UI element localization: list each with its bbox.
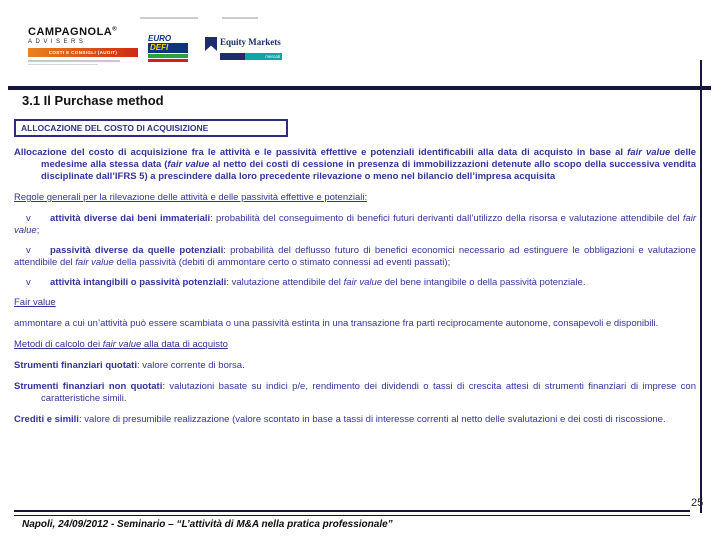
footer-caption: Napoli, 24/09/2012 - Seminario – “L’attività di M&A nella pratica professionale” bbox=[22, 519, 393, 530]
campagnola-tagline-bar: COSTI E CONSIGLI (AUDIT) bbox=[28, 48, 138, 57]
bullet-marker-icon: v bbox=[26, 245, 31, 256]
bullet-item-passivita-diverse bbox=[14, 245, 696, 269]
bullet-marker-icon: v bbox=[26, 213, 31, 224]
page-title: 3.1 Il Purchase method bbox=[22, 93, 164, 108]
para-strumenti-non-quotati: Strumenti finanziari non quotati: valutazioni basate su indici p/e, rendimento dei dividendi o tassi di crescita attesi di strumenti finanziari di imprese con caratteristiche simili. bbox=[14, 381, 697, 404]
campagnola-subtitle: ADVISERS bbox=[28, 39, 87, 45]
heading-regole-generali: Regole generali per la rilevazione delle attività e delle passività effettive e potenziali: bbox=[14, 192, 368, 203]
footer-rule bbox=[14, 510, 690, 516]
campagnola-wordmark: CAMPAGNOLA bbox=[28, 26, 113, 38]
section-box: ALLOCAZIONE DEL COSTO DI ACQUISIZIONE bbox=[14, 119, 288, 137]
eurodefi-green-stripe bbox=[148, 54, 188, 58]
intro-paragraph: Allocazione del costo di acquisizione fra le attività e le passività effettive e potenziali identificabili alla data di acquisto in base al fair value delle medesime alla stessa data (fair value al netto dei costi di cessione in presenza di immobilizzazioni detenute allo scopo della successiva vendita disciplinate dall’IFRS 5) a prescindere dalla loro precedente rilevazione o meno nel bilancio dell’impresa acquisita bbox=[14, 147, 697, 182]
para-crediti-e-simili: Crediti e simili: valore di presumibile realizzazione (valore scontato in base a tassi di interesse correnti al netto delle svalutazioni e dei costi di riscossione. bbox=[14, 414, 666, 425]
eurodefi-logo bbox=[148, 34, 188, 62]
page-number: 25 bbox=[691, 497, 704, 509]
fair-value-definition: ammontare a cui un’attività può essere scambiata o una passività estinta in una transazione fra parti reciprocamente autonome, consapevoli e disponibili. bbox=[14, 318, 659, 329]
bullet-item-attivita-intangibili bbox=[14, 277, 696, 289]
eurodefi-defi-label: DEFI bbox=[148, 43, 188, 53]
equity-markets-logo bbox=[205, 37, 282, 60]
bullet-marker-icon: v bbox=[26, 277, 31, 288]
eurodefi-red-stripe bbox=[148, 59, 188, 62]
bullet-text: attività diverse dai beni immateriali: probabilità del conseguimento di benefici futuri derivanti dall’utilizzo della risorsa e valutazione attendibile del fair value; bbox=[14, 213, 697, 236]
campagnola-name bbox=[28, 26, 138, 38]
equity-markets-tagline-bar: mercati bbox=[220, 53, 282, 60]
equity-markets-wordmark: Equity Markets bbox=[220, 37, 281, 47]
bullet-text: attività intangibili o passività potenziali: valutazione attendibile del fair value del bene intangibile o della passività potenziale. bbox=[50, 277, 586, 288]
right-border-rule bbox=[700, 60, 702, 513]
heading-fair-value: Fair value bbox=[14, 297, 56, 308]
trademark-symbol: ® bbox=[112, 26, 118, 33]
fine-print-line bbox=[28, 60, 120, 62]
para-strumenti-quotati: Strumenti finanziari quotati: valore corrente di borsa. bbox=[14, 360, 245, 371]
fine-print-line bbox=[140, 17, 198, 19]
heading-metodi-di-calcolo: Metodi di calcolo dei fair value alla data di acquisto bbox=[14, 339, 228, 350]
bullet-text: passività diverse da quelle potenziali: probabilità del deflusso futuro di benefici economici necessario ad estinguere le obbligazioni e valutazione attendibile del fair value della passività (debiti di ammontare certo o stimato connessi ad eventi passati); bbox=[14, 245, 696, 268]
eurodefi-euro-label: EURO bbox=[148, 34, 172, 43]
slide-body bbox=[14, 147, 696, 435]
header-rule bbox=[8, 86, 711, 90]
flag-icon bbox=[205, 37, 217, 51]
fine-print-line bbox=[222, 17, 258, 19]
campagnola-logo bbox=[28, 26, 138, 65]
fine-print-line bbox=[28, 64, 98, 66]
bullet-item-attivita-diverse bbox=[14, 213, 696, 237]
